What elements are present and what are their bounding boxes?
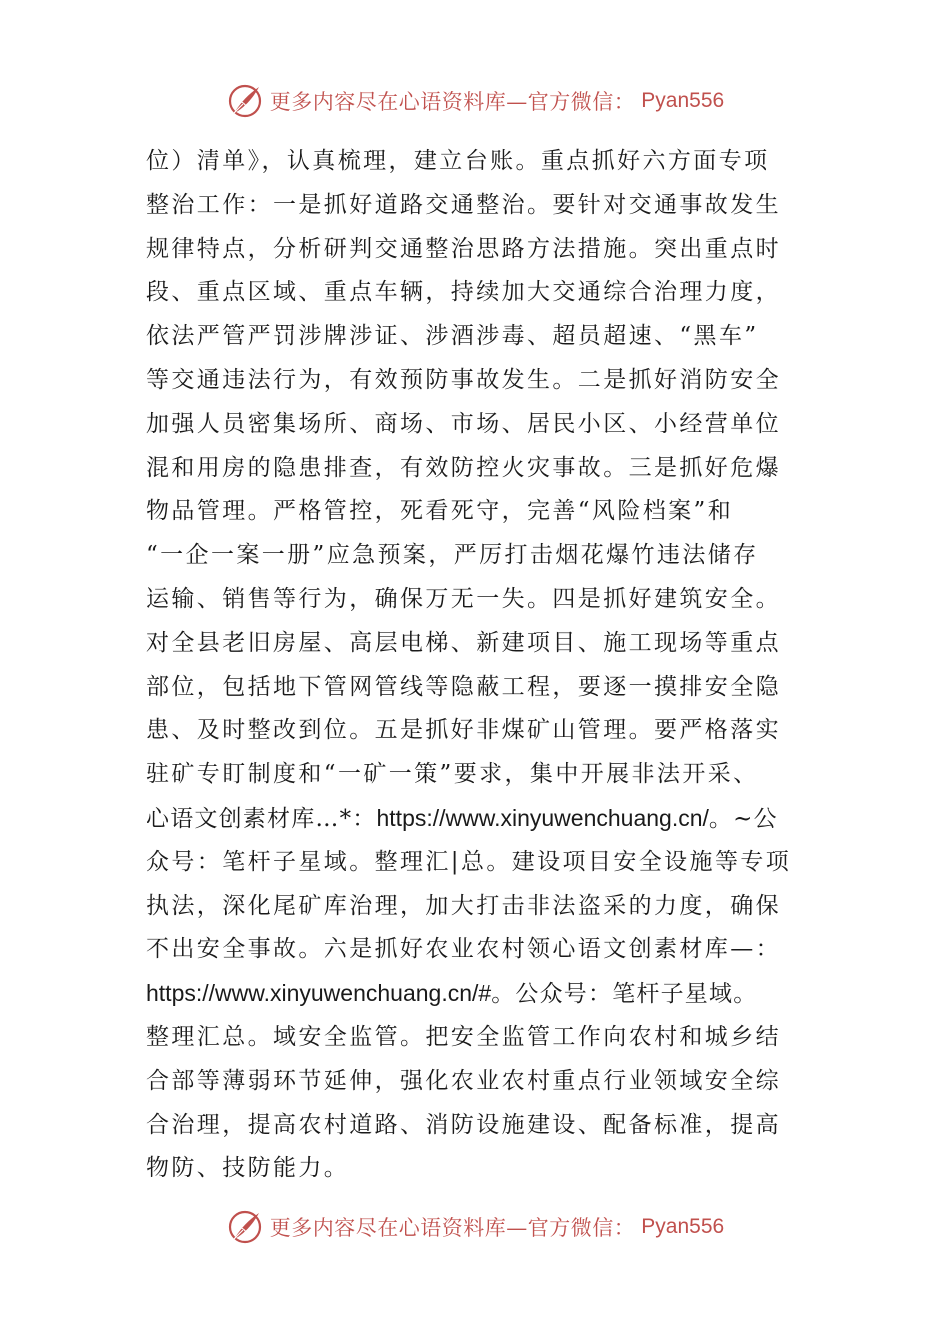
text-line: 段、重点区域、重点车辆，持续加大交通综合治理力度， bbox=[146, 279, 781, 306]
text-line: 执法，深化尾矿库治理，加大打击非法盗采的力度，确保 bbox=[146, 892, 781, 919]
quill-pen-logo-icon bbox=[226, 82, 264, 120]
footer-slogan: 更多内容尽在心语资料库—官方微信： bbox=[269, 1216, 636, 1240]
text-line: 对全县老旧房屋、高层电梯、新建项目、施工现场等重点 bbox=[146, 629, 781, 656]
text-line: 合治理，提高农村道路、消防设施建设、配备标准，提高 bbox=[146, 1111, 781, 1138]
url-text: https://www.xinyuwenchuang.cn/ bbox=[376, 804, 709, 831]
url-text: https://www.xinyuwenchuang.cn/# bbox=[146, 980, 492, 1007]
text-line: 物品管理。严格管控，死看死守，完善“风险档案”和 bbox=[146, 498, 734, 525]
text-segment: 。公众号：笔杆子星域。 bbox=[491, 981, 758, 1008]
text-line: 患、及时整改到位。五是抓好非煤矿山管理。要严格落实 bbox=[146, 717, 781, 744]
header-banner bbox=[0, 82, 950, 120]
text-line: 合部等薄弱环节延伸，强化农业农村重点行业领域安全综 bbox=[146, 1067, 781, 1094]
text-line: “一企一案一册”应急预案，严厉打击烟花爆竹违法储存 bbox=[146, 542, 759, 569]
header-slogan: 更多内容尽在心语资料库—官方微信： bbox=[269, 90, 636, 114]
document-body bbox=[146, 140, 806, 1191]
text-line: 依法严管严罚涉牌涉证、涉酒涉毒、超员超速、“黑车” bbox=[146, 323, 759, 350]
text-line: 部位，包括地下管网管线等隐蔽工程，要逐一摸排安全隐 bbox=[146, 673, 781, 700]
text-line: 加强人员密集场所、商场、市场、居民小区、小经营单位 bbox=[146, 410, 781, 437]
text-line bbox=[146, 972, 806, 1016]
text-line: 不出安全事故。六是抓好农业农村领心语文创素材库—： bbox=[146, 936, 781, 963]
text-line bbox=[146, 797, 806, 841]
header-wechat-id: Pyan556 bbox=[641, 89, 725, 112]
footer-banner bbox=[0, 1208, 950, 1246]
quill-pen-logo-icon bbox=[226, 1208, 264, 1246]
text-line: 整理汇总。域安全监管。把安全监管工作向农村和城乡结 bbox=[146, 1023, 781, 1050]
text-line: 整治工作：一是抓好道路交通整治。要针对交通事故发生 bbox=[146, 191, 781, 218]
text-line: 众号：笔杆子星域。整理汇|总。建设项目安全设施等专项 bbox=[146, 848, 792, 875]
text-line: 驻矿专盯制度和“一矿一策”要求，集中开展非法开采、 bbox=[146, 761, 759, 788]
text-segment: 心语文创素材库…*： bbox=[146, 805, 377, 832]
text-segment: 。~公 bbox=[708, 805, 778, 832]
text-line: 混和用房的隐患排查，有效防控火灾事故。三是抓好危爆 bbox=[146, 454, 781, 481]
text-line: 运输、销售等行为，确保万无一失。四是抓好建筑安全。 bbox=[146, 585, 781, 612]
text-line: 位）清单》，认真梳理，建立台账。重点抓好六方面专项 bbox=[146, 148, 770, 174]
text-line: 物防、技防能力。 bbox=[146, 1155, 350, 1182]
footer-wechat-id: Pyan556 bbox=[641, 1215, 725, 1238]
text-line: 规律特点，分析研判交通整治思路方法措施。突出重点时 bbox=[146, 235, 781, 262]
text-line: 等交通违法行为，有效预防事故发生。二是抓好消防安全 bbox=[146, 366, 781, 393]
